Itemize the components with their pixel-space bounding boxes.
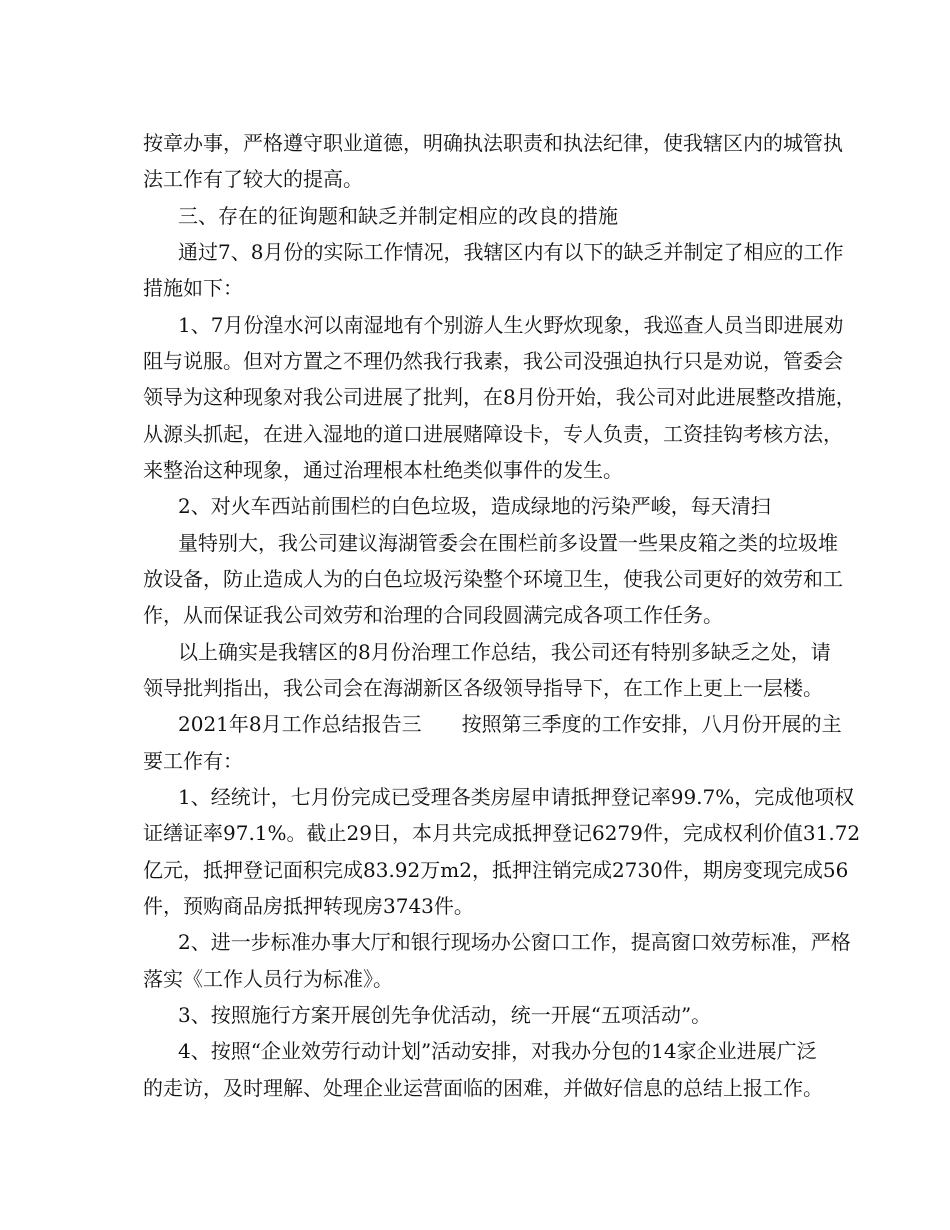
text-line: 亿元，抵押登记面积完成83.92万m2，抵押注销完成2730件，期房变现完成56 (143, 858, 849, 882)
text-line: 以上确实是我辖区的8月份治理工作总结，我公司还有特别多缺乏之处，请 (178, 640, 831, 664)
text-line: 阻与说服。但对方置之不理仍然我行我素，我公司没强迫执行只是劝说，管委会 (143, 349, 843, 373)
text-line: 件，预购商品房抵押转现房3743件。 (143, 894, 474, 918)
text-line: 2、对火车西站前围栏的白色垃圾，造成绿地的污染严峻，每天清扫 (178, 494, 771, 518)
section-heading: 三、存在的征询题和缺乏并制定相应的改良的措施 (178, 204, 618, 228)
text-line: 措施如下： (143, 276, 243, 300)
text-line: 放设备，防止造成人为的白色垃圾污染整个环境卫生，使我公司更好的效劳和工 (143, 567, 843, 591)
text-line: 1、7月份湟水河以南湿地有个别游人生火野炊现象，我巡查人员当即进展劝 (178, 313, 844, 337)
text-line: 领导为这种现象对我公司进展了批判，在8月份开始，我公司对此进展整改措施， (143, 385, 856, 409)
text-line: 领导批判指出，我公司会在海湖新区各级领导指导下，在工作上更上一层楼。 (143, 676, 823, 700)
report-title: 2021年8月工作总结报告三 (178, 712, 422, 736)
text-line: 按章办事，严格遵守职业道德，明确执法职责和执法纪律，使我辖区内的城管执 (143, 131, 843, 155)
text-line: 法工作有了较大的提高。 (143, 167, 363, 191)
text-span: 按照第三季度的工作安排，八月份开展的主 (461, 712, 842, 736)
text-line: 证缮证率97.1%。截止29日，本月共完成抵押登记6279件，完成权利价值31.72 (143, 821, 861, 845)
text-line: 通过7、8月份的实际工作情况，我辖区内有以下的缺乏并制定了相应的工作 (178, 240, 844, 264)
text-line: 作，从而保证我公司效劳和治理的合同段圆满完成各项工作任务。 (143, 603, 723, 627)
text-line: 的走访，及时理解、处理企业运营面临的困难，并做好信息的总结上报工作。 (143, 1076, 823, 1100)
text-line: 落实《工作人员行为标准》。 (143, 967, 393, 991)
text-line: 4、按照“企业效劳行动计划”活动安排，对我办分包的14家企业进展广泛 (178, 1039, 817, 1063)
report-heading-line (178, 706, 842, 742)
text-line: 要工作有： (143, 749, 243, 773)
text-line: 量特别大，我公司建议海湖管委会在围栏前多设置一些果皮箱之类的垃圾堆 (178, 531, 838, 555)
text-line: 2、进一步标准办事大厅和银行现场办公窗口工作，提高窗口效劳标准，严格 (178, 930, 851, 954)
text-line: 3、按照施行方案开展创先争优活动，统一开展“五项活动”。 (178, 1003, 712, 1027)
text-line: 从源头抓起，在进入湿地的道口进展赌障设卡，专人负责，工资挂钩考核方法， (143, 422, 843, 446)
text-line: 来整治这种现象，通过治理根本杜绝类似事件的发生。 (143, 458, 623, 482)
text-line: 1、经统计，七月份完成已受理各类房屋申请抵押登记率99.7%，完成他项权 (178, 785, 855, 809)
